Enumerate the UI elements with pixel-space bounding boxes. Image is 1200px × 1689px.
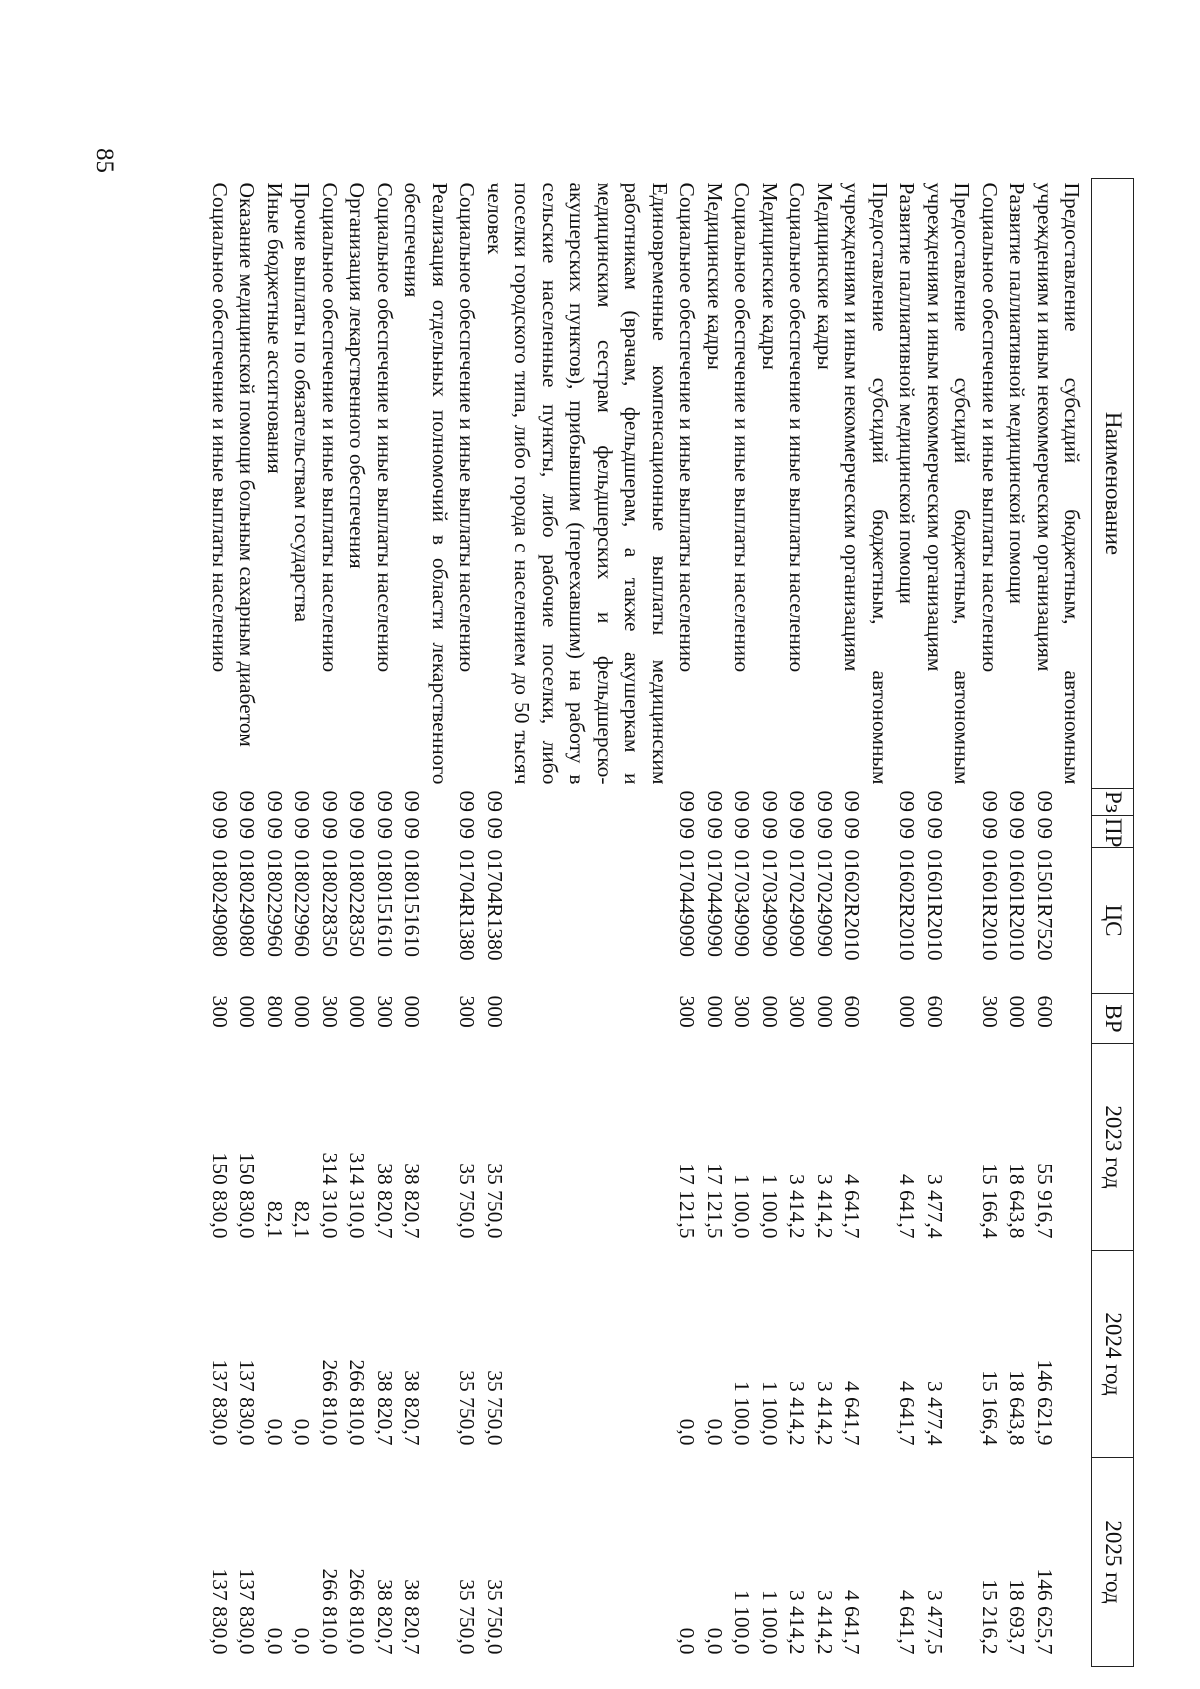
header-2023: 2023 год bbox=[1092, 1044, 1134, 1251]
row-name: Социальное обеспечение и иные выплаты населению bbox=[373, 182, 397, 673]
row-name: Развитие паллиативной медицинской помощи bbox=[895, 182, 920, 604]
row-vr: 000 bbox=[1005, 995, 1030, 1028]
row-pr: 09 bbox=[978, 817, 1002, 839]
row-value-2023: 314 310,0 bbox=[345, 1152, 370, 1239]
row-rz: 09 bbox=[400, 790, 425, 812]
table-header bbox=[1092, 179, 1134, 1667]
table-row bbox=[811, 179, 839, 1667]
row-cs: 0180228350 bbox=[345, 849, 370, 957]
table-row bbox=[728, 179, 756, 1667]
row-value-2025: 137 830,0 bbox=[235, 1568, 260, 1655]
row-value-2024: 266 810,0 bbox=[318, 1359, 342, 1446]
row-cs: 0170249090 bbox=[785, 849, 810, 957]
row-name: Медицинские кадры bbox=[703, 182, 727, 370]
row-value-2023: 55 916,7 bbox=[1033, 1163, 1057, 1239]
row-vr: 000 bbox=[235, 995, 260, 1028]
row-value-2025: 3 477,5 bbox=[923, 1590, 947, 1655]
row-vr: 000 bbox=[483, 995, 507, 1028]
row-value-2025: 1 100,0 bbox=[758, 1590, 782, 1655]
row-pr: 09 bbox=[785, 817, 810, 839]
row-value-2023: 4 641,7 bbox=[895, 1174, 920, 1239]
row-value-2024: 1 100,0 bbox=[730, 1381, 755, 1446]
header-2024: 2024 год bbox=[1092, 1251, 1134, 1458]
row-cs: 01601R2010 bbox=[923, 849, 947, 961]
row-name: Социальное обеспечение и иные выплаты населению bbox=[675, 182, 700, 673]
table-row bbox=[701, 179, 729, 1667]
row-value-2024: 4 641,7 bbox=[840, 1381, 865, 1446]
table-row bbox=[1031, 179, 1093, 1667]
row-value-2024: 0,0 bbox=[703, 1418, 727, 1446]
row-rz: 09 bbox=[703, 790, 727, 812]
row-value-2025: 1 100,0 bbox=[730, 1590, 755, 1655]
row-pr: 09 bbox=[318, 817, 342, 839]
row-vr: 600 bbox=[1033, 995, 1057, 1028]
row-value-2024: 0,0 bbox=[290, 1418, 315, 1446]
row-vr: 000 bbox=[703, 995, 727, 1028]
table-row bbox=[481, 179, 674, 1667]
row-cs: 01602R2010 bbox=[895, 849, 920, 961]
header-pr: ПР bbox=[1092, 816, 1134, 848]
row-pr: 09 bbox=[373, 817, 397, 839]
table-row bbox=[343, 179, 371, 1667]
row-pr: 09 bbox=[235, 817, 260, 839]
row-name: Предоставление субсидий бюджетным, автономным учреждениям и иным некоммерческим организациям bbox=[1033, 182, 1085, 785]
budget-table-container bbox=[168, 178, 1134, 1666]
row-value-2024: 15 166,4 bbox=[978, 1370, 1002, 1446]
row-pr: 09 bbox=[730, 817, 755, 839]
row-value-2024: 0,0 bbox=[263, 1418, 287, 1446]
row-value-2023: 35 750,0 bbox=[483, 1163, 507, 1239]
row-rz: 09 bbox=[208, 790, 232, 812]
row-rz: 09 bbox=[675, 790, 700, 812]
page-number: 85 bbox=[91, 148, 118, 173]
row-pr: 09 bbox=[703, 817, 727, 839]
row-value-2025: 38 820,7 bbox=[373, 1579, 397, 1655]
row-value-2024: 4 641,7 bbox=[895, 1381, 920, 1446]
table-row bbox=[756, 179, 784, 1667]
row-value-2023: 17 121,5 bbox=[703, 1163, 727, 1239]
row-value-2025: 146 625,7 bbox=[1033, 1568, 1057, 1655]
row-rz: 09 bbox=[785, 790, 810, 812]
row-name: Медицинские кадры bbox=[813, 182, 837, 370]
row-value-2023: 150 830,0 bbox=[208, 1152, 232, 1239]
row-value-2025: 3 414,2 bbox=[785, 1590, 810, 1655]
row-vr: 300 bbox=[675, 995, 700, 1028]
row-vr: 300 bbox=[785, 995, 810, 1028]
row-rz: 09 bbox=[263, 790, 287, 812]
row-rz: 09 bbox=[923, 790, 947, 812]
row-name: Иные бюджетные ассигнования bbox=[263, 182, 287, 474]
row-vr: 300 bbox=[978, 995, 1002, 1028]
row-vr: 000 bbox=[895, 995, 920, 1028]
row-value-2024: 3 477,4 bbox=[923, 1381, 947, 1446]
row-rz: 09 bbox=[1033, 790, 1057, 812]
header-rz: Рз bbox=[1092, 789, 1134, 816]
row-pr: 09 bbox=[1033, 817, 1057, 839]
row-pr: 09 bbox=[400, 817, 425, 839]
row-cs: 01704R1380 bbox=[483, 849, 507, 961]
row-value-2023: 82,1 bbox=[263, 1200, 287, 1239]
table-row bbox=[838, 179, 893, 1667]
row-value-2025: 266 810,0 bbox=[345, 1568, 370, 1655]
row-vr: 300 bbox=[730, 995, 755, 1028]
row-cs: 01501R7520 bbox=[1033, 849, 1057, 961]
row-vr: 600 bbox=[923, 995, 947, 1028]
row-rz: 09 bbox=[318, 790, 342, 812]
row-pr: 09 bbox=[675, 817, 700, 839]
row-value-2024: 1 100,0 bbox=[758, 1381, 782, 1446]
row-cs: 0180151610 bbox=[373, 849, 397, 957]
row-value-2025: 35 750,0 bbox=[455, 1579, 480, 1655]
header-2025: 2025 год bbox=[1092, 1458, 1134, 1667]
row-name: Предоставление субсидий бюджетным, автономным учреждениям и иным некоммерческим организациям bbox=[923, 182, 975, 785]
row-name: Социальное обеспечение и иные выплаты населению bbox=[730, 182, 755, 673]
row-vr: 000 bbox=[290, 995, 315, 1028]
row-cs: 01704R1380 bbox=[455, 849, 480, 961]
row-vr: 300 bbox=[373, 995, 397, 1028]
row-cs: 0170349090 bbox=[758, 849, 782, 957]
row-pr: 09 bbox=[483, 817, 507, 839]
row-value-2023: 38 820,7 bbox=[400, 1163, 425, 1239]
row-value-2023: 3 414,2 bbox=[785, 1174, 810, 1239]
row-value-2025: 4 641,7 bbox=[840, 1590, 865, 1655]
row-cs: 01601R2010 bbox=[1005, 849, 1030, 961]
row-name: Организация лекарственного обеспечения bbox=[345, 182, 370, 569]
row-value-2024: 38 820,7 bbox=[400, 1370, 425, 1446]
row-value-2025: 3 414,2 bbox=[813, 1590, 837, 1655]
row-value-2023: 4 641,7 bbox=[840, 1174, 865, 1239]
row-value-2024: 146 621,9 bbox=[1033, 1359, 1057, 1446]
row-value-2023: 3 414,2 bbox=[813, 1174, 837, 1239]
row-cs: 0170449090 bbox=[703, 849, 727, 957]
row-name: Социальное обеспечение и иные выплаты населению bbox=[785, 182, 810, 673]
row-rz: 09 bbox=[978, 790, 1002, 812]
table-row bbox=[206, 179, 234, 1667]
row-value-2023: 38 820,7 bbox=[373, 1163, 397, 1239]
row-rz: 09 bbox=[758, 790, 782, 812]
row-value-2025: 18 693,7 bbox=[1005, 1579, 1030, 1655]
row-value-2024: 137 830,0 bbox=[208, 1359, 232, 1446]
row-pr: 09 bbox=[263, 817, 287, 839]
row-rz: 09 bbox=[813, 790, 837, 812]
row-vr: 000 bbox=[813, 995, 837, 1028]
row-rz: 09 bbox=[290, 790, 315, 812]
table-row bbox=[453, 179, 481, 1667]
row-value-2023: 3 477,4 bbox=[923, 1174, 947, 1239]
table-row bbox=[783, 179, 811, 1667]
row-value-2023: 18 643,8 bbox=[1005, 1163, 1030, 1239]
row-value-2023: 82,1 bbox=[290, 1200, 315, 1239]
row-cs: 0180229960 bbox=[290, 849, 315, 957]
row-name: Прочие выплаты по обязательствам государства bbox=[290, 182, 315, 623]
row-cs: 0180228350 bbox=[318, 849, 342, 957]
row-value-2023: 17 121,5 bbox=[675, 1163, 700, 1239]
row-rz: 09 bbox=[730, 790, 755, 812]
table-row bbox=[233, 179, 261, 1667]
row-vr: 300 bbox=[455, 995, 480, 1028]
budget-table bbox=[206, 178, 1135, 1667]
row-value-2025: 35 750,0 bbox=[483, 1579, 507, 1655]
row-cs: 0180249080 bbox=[208, 849, 232, 957]
row-cs: 01601R2010 bbox=[978, 849, 1002, 961]
row-name: Социальное обеспечение и иные выплаты населению bbox=[455, 182, 480, 673]
row-rz: 09 bbox=[895, 790, 920, 812]
row-name: Оказание медицинской помощи больным сахарным диабетом bbox=[235, 182, 260, 747]
row-pr: 09 bbox=[840, 817, 865, 839]
table-row bbox=[1003, 179, 1031, 1667]
row-cs: 0180249080 bbox=[235, 849, 260, 957]
row-vr: 300 bbox=[208, 995, 232, 1028]
row-name: Развитие паллиативной медицинской помощи bbox=[1005, 182, 1030, 604]
table-row bbox=[673, 179, 701, 1667]
row-value-2023: 15 166,4 bbox=[978, 1163, 1002, 1239]
row-name: Единовременные компенсационные выплаты медицинским работникам (врачам, фельдшерам, а также акушеркам и медицинским сестрам фельдшерских и фельдшерско-акушерских пунктов), прибывшим (переехавшим) на работу в сельские населенные пункты, либо рабочие поселки, либо поселки городского типа, либо города с населением до 50 тысяч человек bbox=[483, 182, 672, 785]
table-body bbox=[206, 179, 1093, 1667]
row-pr: 09 bbox=[813, 817, 837, 839]
row-vr: 000 bbox=[345, 995, 370, 1028]
row-vr: 600 bbox=[840, 995, 865, 1028]
row-value-2025: 38 820,7 bbox=[400, 1579, 425, 1655]
row-vr: 300 bbox=[318, 995, 342, 1028]
row-name: Социальное обеспечение и иные выплаты населению bbox=[318, 182, 342, 673]
table-row bbox=[261, 179, 289, 1667]
row-value-2025: 0,0 bbox=[290, 1627, 315, 1655]
header-name: Наименование bbox=[1092, 179, 1134, 789]
row-value-2023: 150 830,0 bbox=[235, 1152, 260, 1239]
row-value-2025: 266 810,0 bbox=[318, 1568, 342, 1655]
row-cs: 0180151610 bbox=[400, 849, 425, 957]
row-value-2023: 314 310,0 bbox=[318, 1152, 342, 1239]
row-cs: 0180229960 bbox=[263, 849, 287, 957]
row-value-2023: 35 750,0 bbox=[455, 1163, 480, 1239]
row-value-2024: 266 810,0 bbox=[345, 1359, 370, 1446]
row-vr: 000 bbox=[758, 995, 782, 1028]
table-row bbox=[316, 179, 344, 1667]
row-name: Реализация отдельных полномочий в области лекарственного обеспечения bbox=[400, 182, 452, 785]
row-value-2023: 1 100,0 bbox=[730, 1174, 755, 1239]
row-value-2024: 38 820,7 bbox=[373, 1370, 397, 1446]
row-value-2023: 1 100,0 bbox=[758, 1174, 782, 1239]
row-value-2025: 0,0 bbox=[263, 1627, 287, 1655]
row-name: Предоставление субсидий бюджетным, автономным учреждениям и иным некоммерческим организациям bbox=[840, 182, 892, 785]
row-cs: 01602R2010 bbox=[840, 849, 865, 961]
row-name: Медицинские кадры bbox=[758, 182, 782, 370]
row-pr: 09 bbox=[345, 817, 370, 839]
table-row bbox=[976, 179, 1004, 1667]
row-rz: 09 bbox=[840, 790, 865, 812]
row-value-2024: 35 750,0 bbox=[483, 1370, 507, 1446]
table-row bbox=[371, 179, 399, 1667]
row-value-2025: 0,0 bbox=[703, 1627, 727, 1655]
row-value-2024: 35 750,0 bbox=[455, 1370, 480, 1446]
row-name: Социальное обеспечение и иные выплаты населению bbox=[978, 182, 1002, 673]
row-vr: 800 bbox=[263, 995, 287, 1028]
header-cs: ЦС bbox=[1092, 848, 1134, 994]
row-value-2025: 137 830,0 bbox=[208, 1568, 232, 1655]
row-rz: 09 bbox=[235, 790, 260, 812]
row-value-2025: 0,0 bbox=[675, 1627, 700, 1655]
row-name: Социальное обеспечение и иные выплаты населению bbox=[208, 182, 232, 673]
row-rz: 09 bbox=[1005, 790, 1030, 812]
row-value-2024: 137 830,0 bbox=[235, 1359, 260, 1446]
table-row bbox=[893, 179, 921, 1667]
row-value-2025: 15 216,2 bbox=[978, 1579, 1002, 1655]
row-vr: 000 bbox=[400, 995, 425, 1028]
row-pr: 09 bbox=[290, 817, 315, 839]
row-rz: 09 bbox=[455, 790, 480, 812]
row-pr: 09 bbox=[895, 817, 920, 839]
table-row bbox=[288, 179, 316, 1667]
row-pr: 09 bbox=[758, 817, 782, 839]
row-value-2024: 3 414,2 bbox=[813, 1381, 837, 1446]
table-row bbox=[398, 179, 453, 1667]
row-cs: 0170249090 bbox=[813, 849, 837, 957]
row-value-2025: 4 641,7 bbox=[895, 1590, 920, 1655]
row-rz: 09 bbox=[373, 790, 397, 812]
row-pr: 09 bbox=[208, 817, 232, 839]
row-value-2024: 18 643,8 bbox=[1005, 1370, 1030, 1446]
row-value-2024: 3 414,2 bbox=[785, 1381, 810, 1446]
row-rz: 09 bbox=[483, 790, 507, 812]
header-vr: ВР bbox=[1092, 994, 1134, 1044]
row-rz: 09 bbox=[345, 790, 370, 812]
row-value-2024: 0,0 bbox=[675, 1418, 700, 1446]
row-pr: 09 bbox=[455, 817, 480, 839]
row-pr: 09 bbox=[923, 817, 947, 839]
row-cs: 0170449090 bbox=[675, 849, 700, 957]
row-pr: 09 bbox=[1005, 817, 1030, 839]
table-row bbox=[921, 179, 976, 1667]
row-cs: 0170349090 bbox=[730, 849, 755, 957]
